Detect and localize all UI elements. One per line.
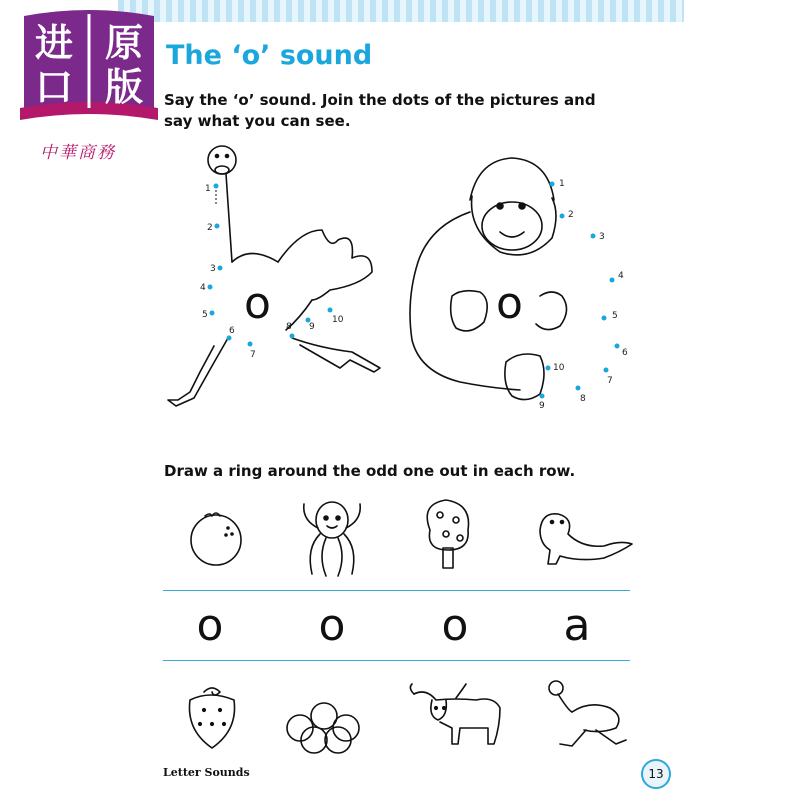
ox-picture [410,684,500,744]
orangutan-dot-label: 2 [568,210,574,220]
instruction-odd-one-out: Draw a ring around the odd one out in each row. [164,462,576,480]
ostrich-dot-label: 10 [332,315,344,325]
letter-row-item: o [318,600,346,651]
ostrich-letter: o [244,278,271,329]
ostrich-dot-label: 8 [286,322,292,332]
badge-char-1: 进 [34,21,74,65]
letter-row-item-odd: a [563,600,591,651]
page-title: The ‘o’ sound [166,40,373,71]
badge-char-2: 原 [104,21,144,65]
orangutan-dot-label: 10 [553,363,565,373]
badge-char-4: 版 [104,65,144,109]
ostrich-dot-label: 6 [229,326,235,336]
ostrich-dot-label: 5 [202,310,208,320]
ostrich-small-picture [549,681,626,746]
orangutan-dot-label: 5 [612,311,618,321]
strawberry-picture [189,688,234,748]
ostrich-dot-label: 1 [205,184,211,194]
ostrich-dot-label: 9 [309,322,315,332]
ostrich-dot-label: 2 [207,223,213,233]
orangutan-letter: o [496,278,523,329]
orangutan-dot-label: 9 [539,401,545,411]
page-number: 13 [641,759,671,789]
ostrich-dot-label: 7 [250,350,256,360]
letter-row-item: o [196,600,224,651]
letter-row-item: o [441,600,469,651]
orangutan-dot-label: 7 [607,376,613,386]
badge-char-3: 口 [34,65,74,109]
footer-text: Letter Sounds [163,766,250,779]
orangutan-dot-label: 3 [599,232,605,242]
orangutan-dot-label: 6 [622,348,628,358]
orangutan-dot-label: 4 [618,271,624,281]
ostrich-dot-label: 4 [200,283,206,293]
badge-subtitle: 中華商務 [40,143,116,163]
ostrich-dot-label: 3 [210,264,216,274]
orangutan-dot-label: 8 [580,394,586,404]
olives-picture [287,703,359,753]
instruction-join-dots: Say the ‘o’ sound. Join the dots of the pictures and say what you can see. [164,91,596,130]
orangutan-dot-label: 1 [559,179,565,189]
